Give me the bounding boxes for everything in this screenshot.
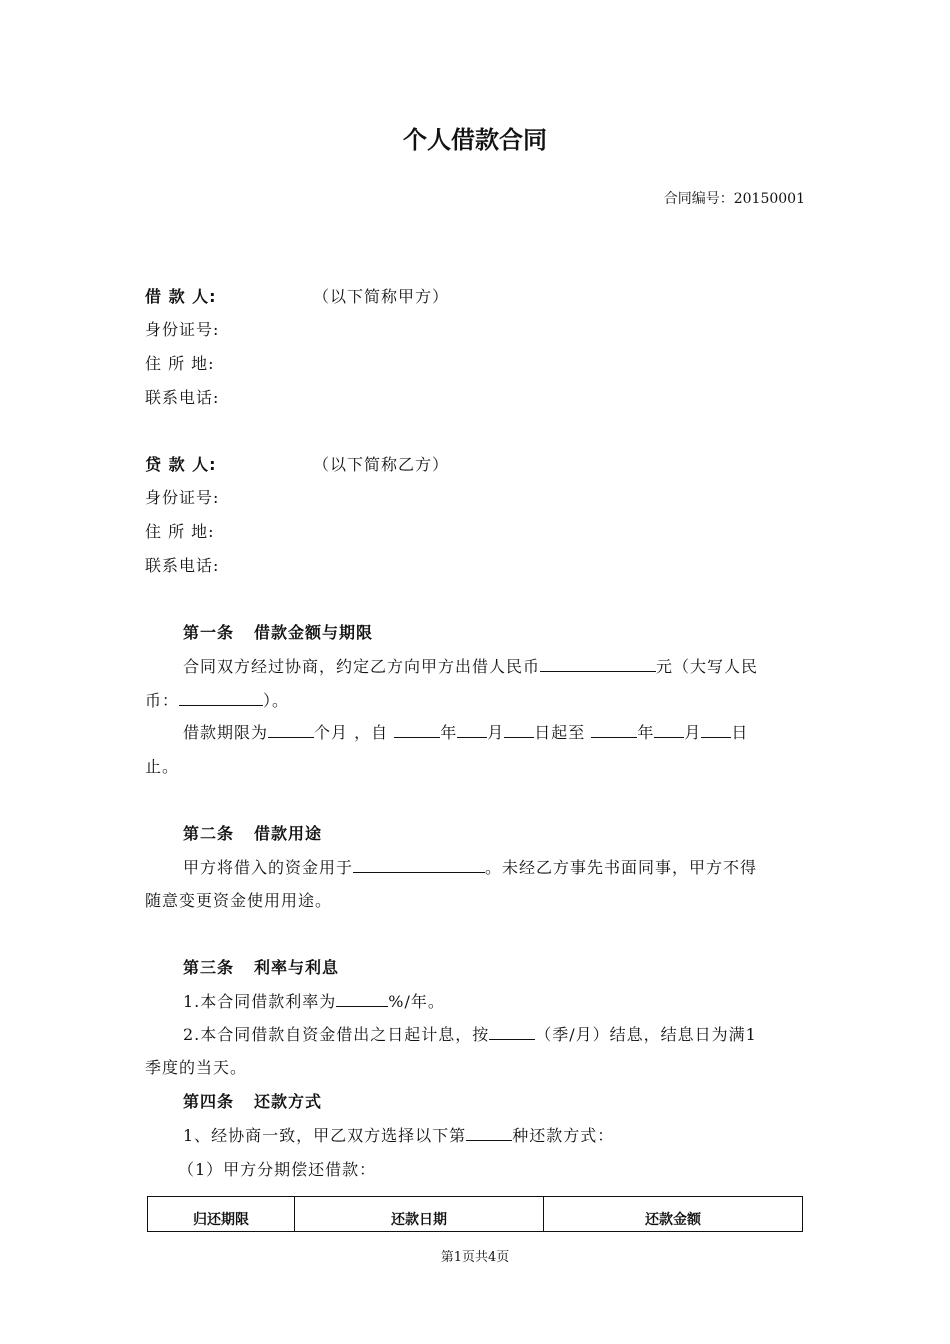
article-1-title: 借款金额与期限 xyxy=(254,623,374,642)
lender-label: 贷 款 人: xyxy=(145,455,217,474)
article-3-number: 第三条 xyxy=(183,958,235,977)
article-3-heading xyxy=(183,955,339,978)
text: 2.本合同借款自资金借出之日起计息，按 xyxy=(183,1025,490,1044)
amount-blank[interactable] xyxy=(540,657,656,672)
lender-address-label: 住 所 地: xyxy=(145,522,215,541)
article-1-paragraph-1 xyxy=(183,654,758,677)
article-2-paragraph-1 xyxy=(183,855,757,878)
article-3-paragraph-2 xyxy=(183,1022,757,1045)
end-day-blank[interactable] xyxy=(701,723,731,738)
article-2-number: 第二条 xyxy=(183,824,235,843)
borrower-note: （以下简称甲方） xyxy=(313,287,450,306)
table-header-row xyxy=(148,1197,803,1232)
usage-blank[interactable] xyxy=(353,858,485,873)
page-footer: 第1页共4页 xyxy=(440,1250,510,1265)
start-day-blank[interactable] xyxy=(504,723,534,738)
article-1-paragraph-2-cont: 止。 xyxy=(145,757,180,776)
text: （季/月）结息，结息日为满1 xyxy=(535,1025,757,1044)
header-repay-amount: 还款金额 xyxy=(544,1197,803,1232)
text: 。未经乙方事先书面同事，甲方不得 xyxy=(485,858,758,877)
article-2-title: 借款用途 xyxy=(254,824,323,843)
lender-id-label: 身份证号: xyxy=(145,488,220,507)
article-1-paragraph-1-cont xyxy=(145,688,289,711)
text: 月 xyxy=(487,723,505,742)
header-repay-date: 还款日期 xyxy=(295,1197,544,1232)
text: 个月 ，自 xyxy=(314,723,395,742)
interest-period-blank[interactable] xyxy=(489,1025,535,1040)
text: 甲方将借入的资金用于 xyxy=(183,858,354,877)
article-4-paragraph-2: （1）甲方分期偿还借款： xyxy=(178,1160,377,1179)
article-3-paragraph-1 xyxy=(183,989,445,1012)
article-4-title: 还款方式 xyxy=(254,1092,323,1111)
borrower-phone-label: 联系电话: xyxy=(145,388,220,407)
borrower-address-label: 住 所 地: xyxy=(145,354,215,373)
start-year-blank[interactable] xyxy=(394,723,440,738)
article-4-heading xyxy=(183,1089,322,1112)
text: %/年。 xyxy=(388,992,445,1011)
end-year-blank[interactable] xyxy=(591,723,637,738)
end-month-blank[interactable] xyxy=(654,723,684,738)
document-title: 个人借款合同 xyxy=(403,126,547,154)
text: 元（大写人民 xyxy=(656,657,759,676)
contract-number: 合同编号：20150001 xyxy=(663,191,805,207)
repay-method-blank[interactable] xyxy=(466,1126,512,1141)
text: 年 xyxy=(440,723,458,742)
text: 年 xyxy=(637,723,655,742)
borrower-id-label: 身份证号: xyxy=(145,320,220,339)
article-1-heading xyxy=(183,620,373,643)
article-4-number: 第四条 xyxy=(183,1092,235,1111)
lender-note: （以下简称乙方） xyxy=(313,455,450,474)
header-return-period: 归还期限 xyxy=(148,1197,295,1232)
article-4-paragraph-1 xyxy=(183,1123,614,1146)
text: 种还款方式： xyxy=(512,1126,615,1145)
amount-uppercase-blank[interactable] xyxy=(179,691,263,706)
text: 月 xyxy=(684,723,702,742)
start-month-blank[interactable] xyxy=(457,723,487,738)
repayment-table xyxy=(147,1196,803,1232)
text: 日 xyxy=(731,723,749,742)
months-blank[interactable] xyxy=(268,723,314,738)
text: 币： xyxy=(145,691,180,710)
article-2-paragraph-1-cont: 随意变更资金使用用途。 xyxy=(145,891,333,910)
lender-phone-label: 联系电话: xyxy=(145,556,220,575)
text: 合同双方经过协商，约定乙方向甲方出借人民币 xyxy=(183,657,541,676)
article-1-number: 第一条 xyxy=(183,623,235,642)
text: 日起至 xyxy=(534,723,592,742)
text: 借款期限为 xyxy=(183,723,269,742)
text: 1.本合同借款利率为 xyxy=(183,992,337,1011)
borrower-label: 借 款 人: xyxy=(145,287,217,306)
article-3-title: 利率与利息 xyxy=(254,958,340,977)
article-2-heading xyxy=(183,821,322,844)
article-3-paragraph-2-cont: 季度的当天。 xyxy=(145,1058,248,1077)
article-1-paragraph-2 xyxy=(183,720,748,743)
text: 1、经协商一致，甲乙双方选择以下第 xyxy=(183,1126,467,1145)
rate-blank[interactable] xyxy=(336,992,388,1007)
text: ）。 xyxy=(263,691,290,710)
